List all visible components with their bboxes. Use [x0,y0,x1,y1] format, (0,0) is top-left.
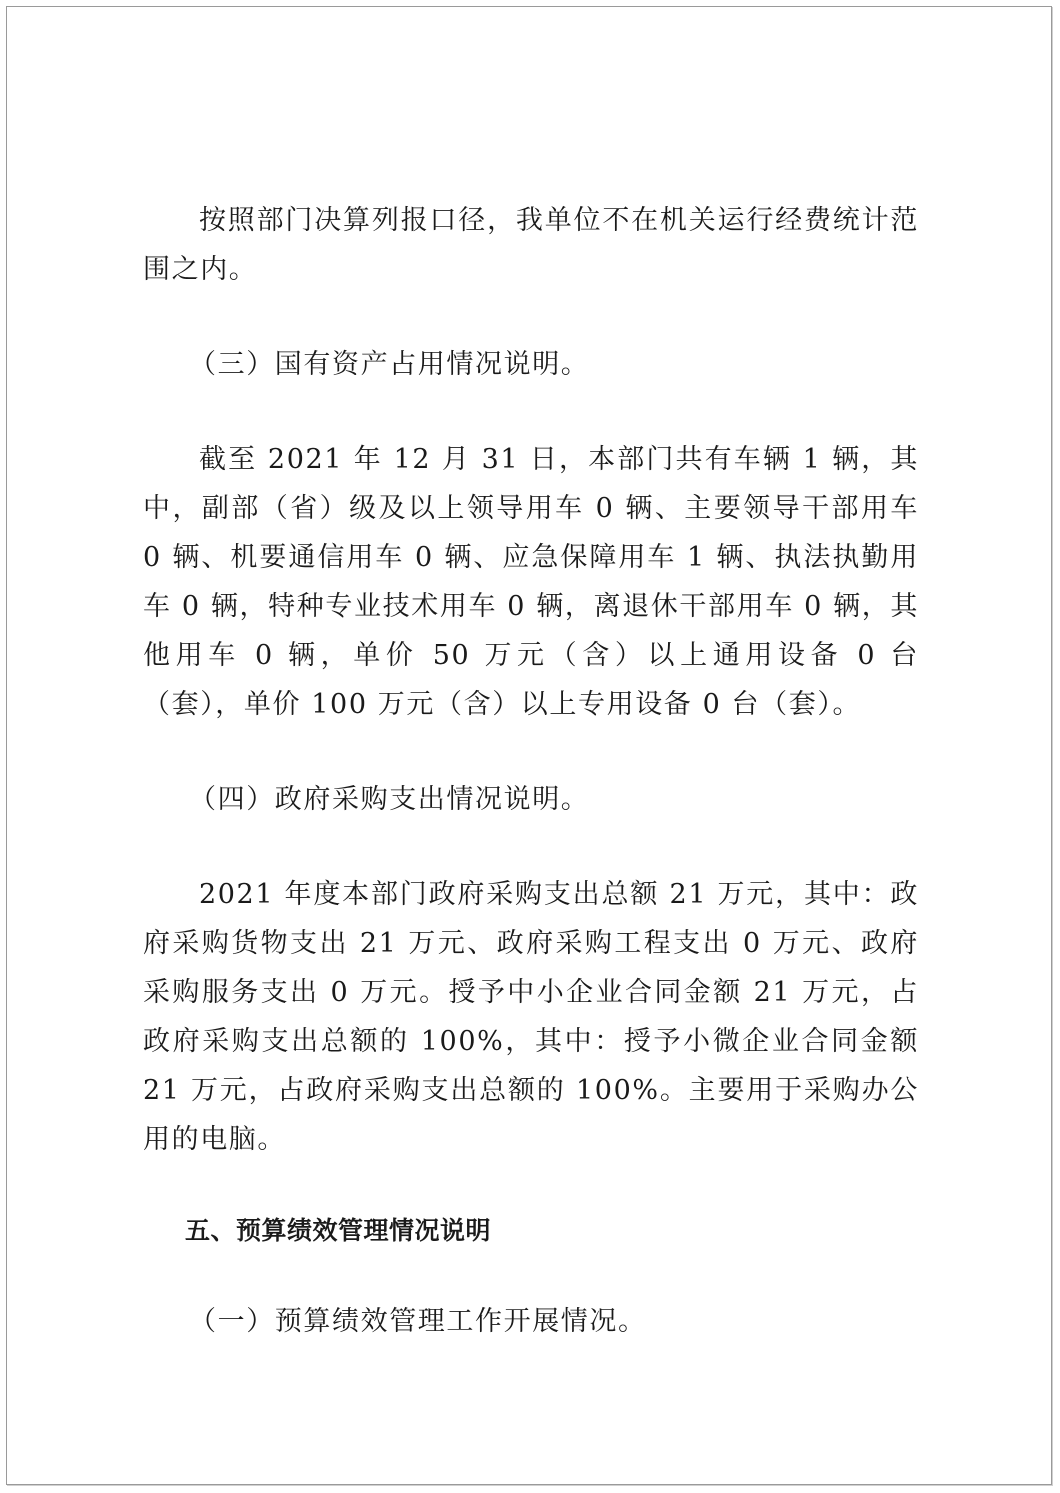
spacer [143,1255,919,1297]
spacer [143,824,919,870]
document-body [143,196,919,1346]
paragraph-vehicles-equipment: 截至 2021 年 12 月 31 日，本部门共有车辆 1 辆，其中，副部（省）级及以上领导用车 0 辆、主要领导干部用车 0 辆、机要通信用车 0 辆、应急保障用车 1 辆、执法执勤用车 0 辆，特种专业技术用车 0 辆，离退休干部用车 0 辆，其他用车 0 辆，单价 50 万元（含）以上通用设备 0 台（套），单价 100 万元（含）以上专用设备 0 台（套）。 [143,444,919,720]
paragraph-procurement-details: 2021 年度本部门政府采购支出总额 21 万元，其中：政府采购货物支出 21 万元、政府采购工程支出 0 万元、政府采购服务支出 0 万元。授予中小企业合同金额 21 万元，占政府采购支出总额的 100%，其中：授予小微企业合同金额 21 万元，占政府采购支出总额的 100%。主要用于采购办公用的电脑。 [143,879,919,1155]
spacer [143,294,919,340]
subheading-performance-work: （一）预算绩效管理工作开展情况。 [189,1306,647,1337]
spacer [143,729,919,775]
subheading-state-assets: （三）国有资产占用情况说明。 [189,349,590,380]
paragraph-admin-expenses: 按照部门决算列报口径，我单位不在机关运行经费统计范围之内。 [143,205,919,285]
subheading-procurement: （四）政府采购支出情况说明。 [189,784,590,815]
spacer [143,389,919,435]
section-heading-performance: 五、预算绩效管理情况说明 [185,1216,492,1245]
spacer [143,1164,919,1206]
